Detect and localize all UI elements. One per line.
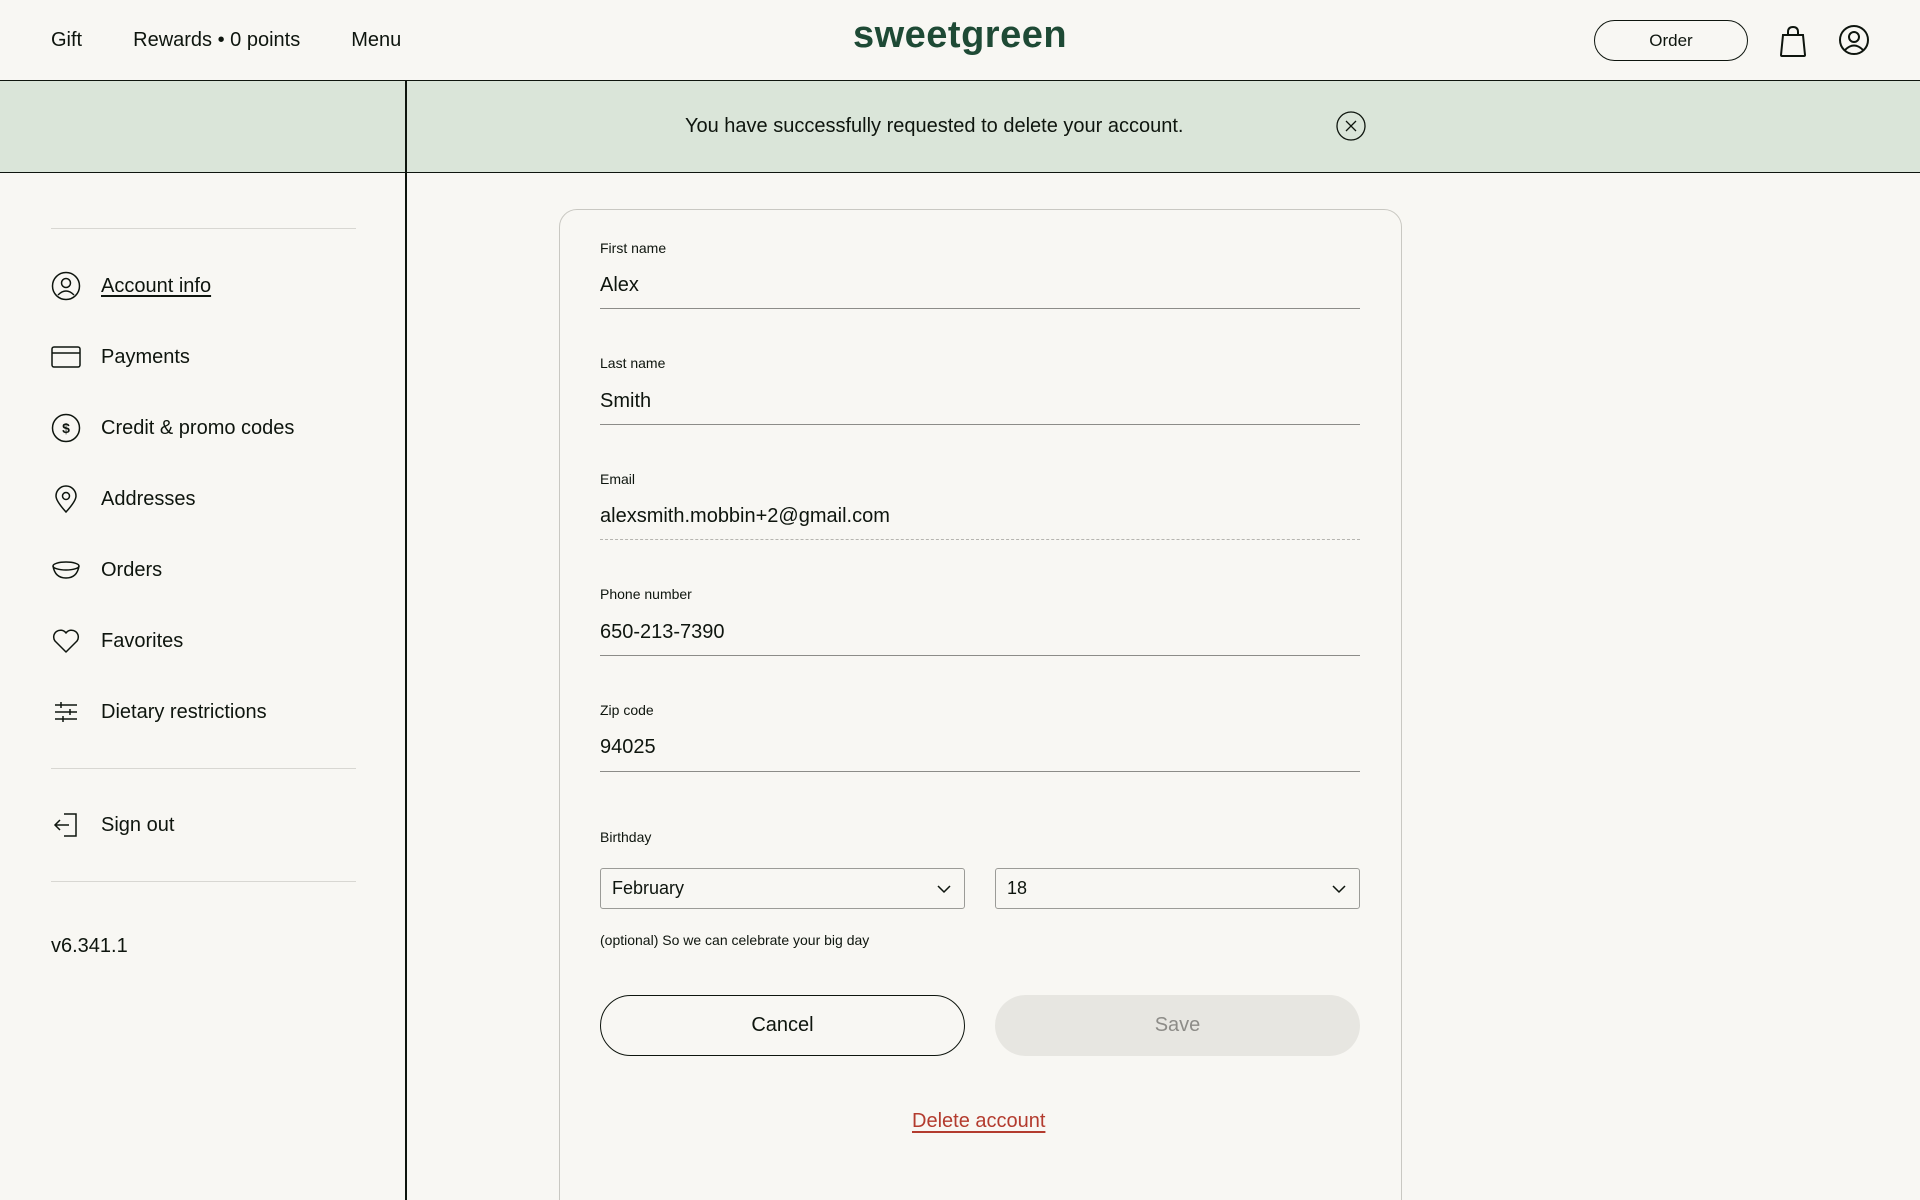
app-version: v6.341.1	[51, 935, 128, 957]
sidebar-divider-middle	[51, 768, 356, 769]
credit-card-icon	[51, 342, 81, 372]
user-circle-icon	[51, 271, 81, 301]
last-name-underline	[600, 424, 1360, 425]
sidebar-divider	[405, 81, 407, 1200]
email-label: Email	[600, 471, 636, 487]
email-underline	[600, 539, 1360, 540]
sidebar-item-addresses[interactable]	[51, 483, 196, 515]
birthday-day-value: 18	[1007, 878, 1028, 898]
phone-input[interactable]	[600, 621, 1360, 644]
banner-message: You have successfully requested to delete your account.	[685, 115, 1184, 137]
nav-menu-link[interactable]: Menu	[351, 29, 402, 51]
order-button[interactable]: Order	[1594, 20, 1748, 61]
location-pin-icon	[51, 484, 81, 514]
close-icon[interactable]	[1336, 111, 1366, 141]
bowl-icon	[51, 555, 81, 585]
sidebar-item-dietary[interactable]	[51, 696, 267, 728]
sidebar-item-label: Credit & promo codes	[101, 416, 295, 439]
sidebar-item-label: Account info	[101, 274, 212, 297]
sidebar-divider-top	[51, 228, 356, 229]
sliders-icon	[51, 697, 81, 727]
cancel-button[interactable]: Cancel	[600, 995, 965, 1056]
sidebar-item-credit-promo[interactable]	[51, 412, 294, 444]
first-name-underline	[600, 308, 1360, 309]
birthday-label: Birthday	[600, 829, 652, 845]
delete-account-link[interactable]: Delete account	[912, 1110, 1046, 1132]
chevron-down-icon	[1331, 881, 1347, 897]
first-name-input[interactable]	[600, 274, 1360, 297]
zip-label: Zip code	[600, 702, 654, 718]
sidebar-item-favorites[interactable]	[51, 625, 183, 657]
dollar-circle-icon	[51, 413, 81, 443]
sign-out-button[interactable]	[51, 809, 174, 841]
account-icon[interactable]	[1838, 24, 1870, 56]
sweetgreen-logo[interactable]: sweetgreen	[852, 14, 1068, 56]
sidebar-item-label: Orders	[101, 558, 163, 581]
heart-icon	[51, 626, 81, 656]
last-name-input[interactable]	[600, 390, 1360, 413]
nav-gift-link[interactable]: Gift	[51, 29, 83, 51]
sidebar-item-payments[interactable]	[51, 341, 190, 373]
sign-out-label: Sign out	[101, 813, 175, 836]
success-banner	[0, 81, 1920, 173]
phone-underline	[600, 655, 1360, 656]
email-field	[600, 505, 1360, 528]
sidebar-item-label: Addresses	[101, 487, 196, 510]
sidebar-item-label: Payments	[101, 345, 190, 368]
sidebar-item-label: Dietary restrictions	[101, 700, 267, 723]
birthday-month-select[interactable]	[600, 868, 965, 909]
top-header	[0, 0, 1920, 81]
shopping-bag-icon[interactable]	[1778, 24, 1808, 58]
sidebar-item-account-info[interactable]	[51, 270, 211, 302]
birthday-helper-text: (optional) So we can celebrate your big day	[600, 932, 870, 948]
first-name-label: First name	[600, 240, 667, 256]
chevron-down-icon	[936, 881, 952, 897]
sidebar-item-orders[interactable]	[51, 554, 162, 586]
sign-out-icon	[51, 810, 81, 840]
save-button[interactable]: Save	[995, 995, 1360, 1056]
svg-text:$: $	[62, 420, 70, 436]
birthday-day-select[interactable]	[995, 868, 1360, 909]
phone-label: Phone number	[600, 586, 692, 602]
last-name-label: Last name	[600, 355, 666, 371]
birthday-month-value: February	[612, 878, 685, 898]
sidebar-item-label: Favorites	[101, 629, 184, 652]
nav-rewards-link[interactable]: Rewards • 0 points	[133, 29, 301, 51]
sidebar-divider-bottom	[51, 881, 356, 882]
zip-underline	[600, 771, 1360, 772]
zip-input[interactable]	[600, 736, 1360, 759]
